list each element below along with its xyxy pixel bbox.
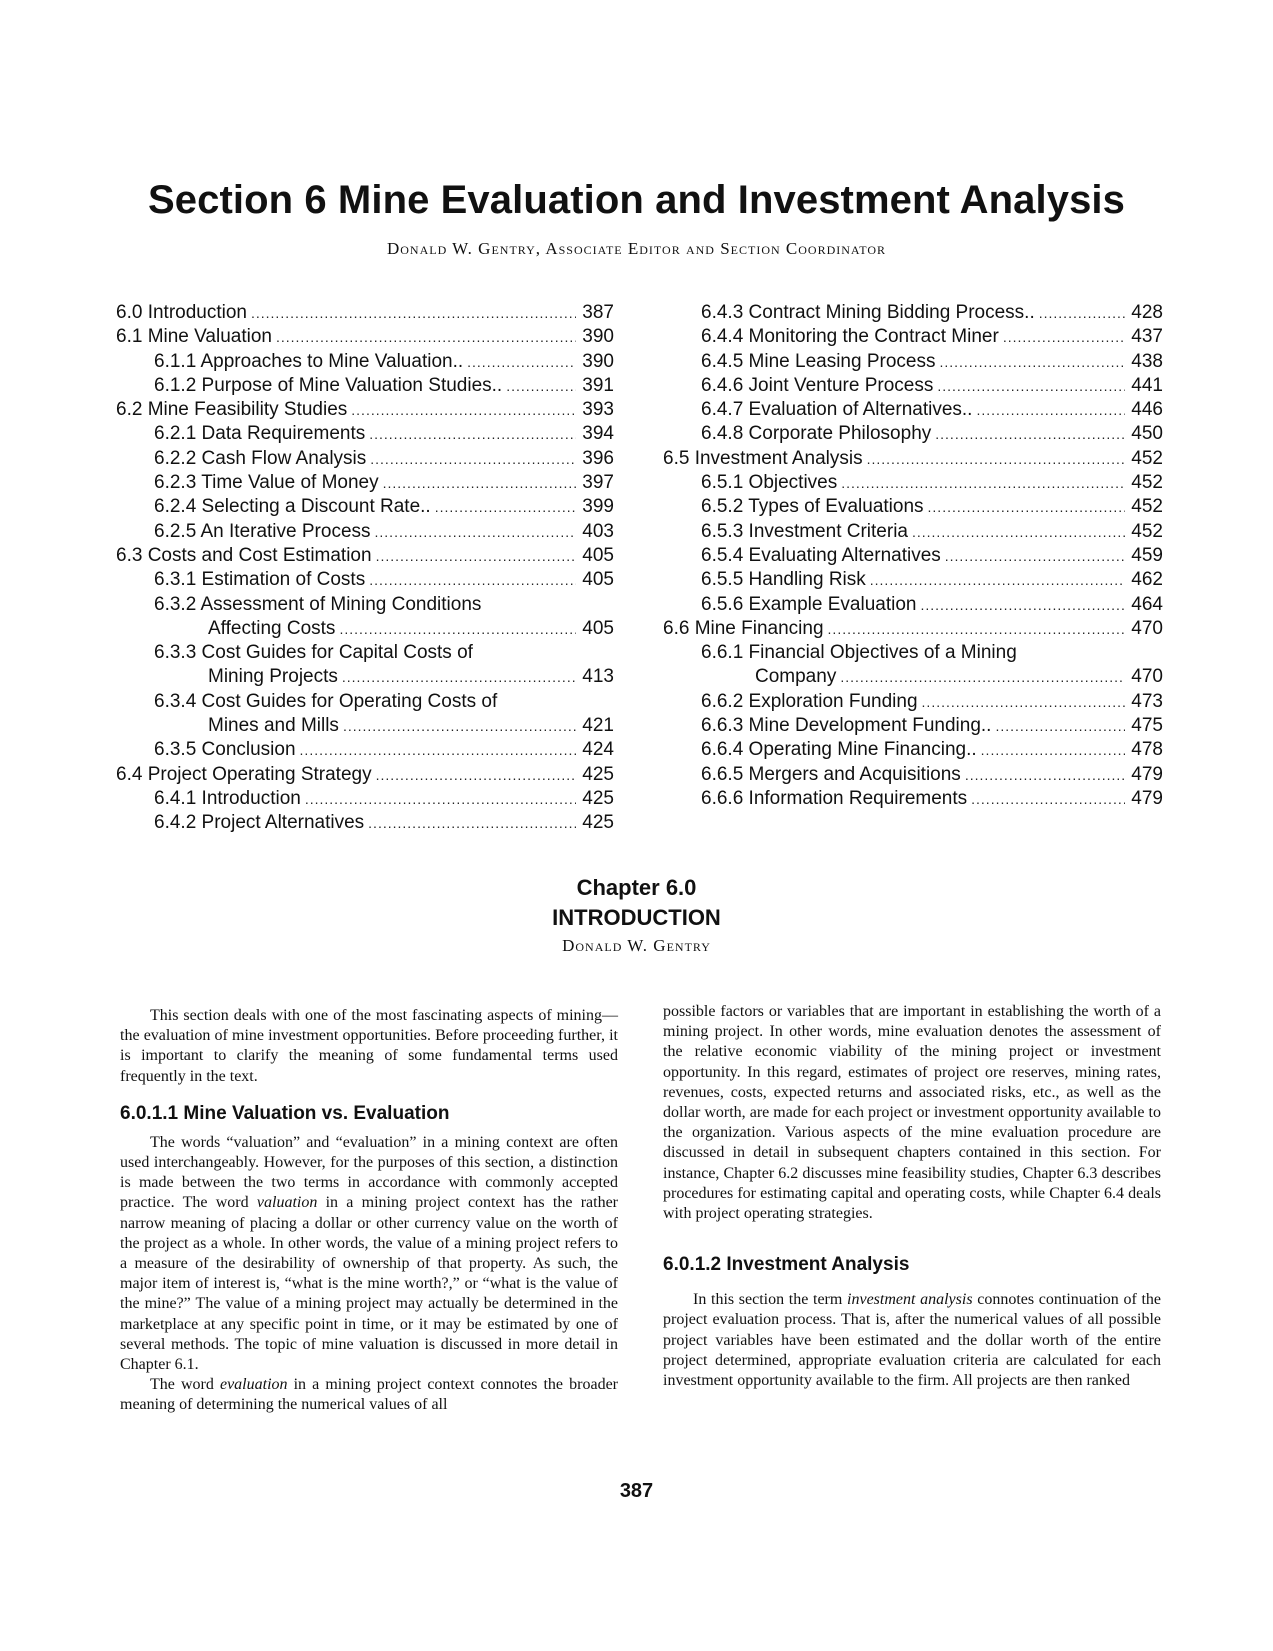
toc-leader-dots	[976, 398, 1125, 422]
text-run: In this section the term	[693, 1291, 848, 1309]
toc-leader-dots	[1039, 301, 1125, 325]
toc-leader-dots	[867, 447, 1125, 471]
toc-entry-label: Mines and Mills	[208, 715, 339, 737]
toc-entry-label: 6.4.8 Corporate Philosophy	[701, 423, 932, 445]
toc-entry	[663, 763, 1163, 787]
toc-entry-page: 441	[1131, 374, 1163, 396]
toc-entry-label: 6.4 Project Operating Strategy	[116, 763, 372, 785]
toc-entry	[116, 617, 614, 641]
toc-entry	[663, 301, 1163, 325]
toc-leader-dots	[369, 568, 576, 592]
toc-entry-label: 6.2.3 Time Value of Money	[154, 472, 379, 494]
toc-leader-dots	[376, 763, 576, 787]
toc-entry	[116, 690, 614, 714]
toc-entry-page: 390	[582, 326, 614, 348]
text-run: The words “valuation” and “evaluation” in a mining context are often used interchangeably. However, for the purposes of this section, a distinction is made between the two terms in accordance with commonly accepted practice. The word	[120, 1133, 618, 1212]
toc-entry-label: 6.3.2 Assessment of Mining Conditions	[154, 593, 482, 615]
toc-leader-dots	[981, 738, 1125, 762]
toc-entry	[663, 641, 1163, 665]
toc-entry-label: Affecting Costs	[208, 617, 336, 639]
toc-entry	[116, 665, 614, 689]
toc-leader-dots	[939, 350, 1125, 374]
toc-entry	[663, 398, 1163, 422]
toc-entry-page: 397	[582, 472, 614, 494]
toc-entry-label: 6.4.7 Evaluation of Alternatives..	[701, 399, 973, 421]
toc-entry	[116, 398, 614, 422]
body-left-column	[120, 1006, 618, 1416]
toc-leader-dots	[828, 617, 1125, 641]
text-run: in a mining project context has the rather narrow meaning of placing a dollar or other currency value on the worth of the project as a whole. In other words, the value of a mining project refers to a measure of the desirability of ownership of that property. As such, the major item of interest is, “what is the mine worth?,” or “what is the value of the mine?” The value of a mining project may actually be determined in the marketplace at any specific point in time, or it may be estimated by one of several methods. The topic of mine valuation is discussed in more detail in Chapter 6.1.	[120, 1194, 619, 1374]
toc-entry-page: 459	[1131, 544, 1163, 566]
toc-entry-page: 424	[582, 739, 614, 761]
toc-leader-dots	[995, 714, 1125, 738]
toc-leader-dots	[435, 495, 576, 519]
toc-entry	[663, 495, 1163, 519]
toc-entry-page: 470	[1131, 666, 1163, 688]
toc-entry-label: 6.5.2 Types of Evaluations	[701, 496, 924, 518]
toc-entry-label: 6.6.5 Mergers and Acquisitions	[701, 763, 961, 785]
toc-entry-page: 394	[582, 423, 614, 445]
toc-leader-dots	[305, 787, 576, 811]
toc-entry-page: 428	[1131, 302, 1163, 323]
toc-entry	[663, 738, 1163, 762]
toc-leader-dots	[467, 350, 576, 374]
toc-entry-label: Company	[755, 666, 837, 688]
toc-entry-page: 393	[582, 399, 614, 421]
toc-entry-label: 6.3.3 Cost Guides for Capital Costs of	[154, 642, 473, 664]
toc-entry	[116, 568, 614, 592]
chapter-number: Chapter 6.0	[576, 875, 697, 900]
toc-entry-label: 6.6.3 Mine Development Funding..	[701, 715, 992, 737]
toc-leader-dots	[945, 544, 1125, 568]
toc-entry	[116, 495, 614, 519]
toc-entry-page: 479	[1131, 787, 1163, 809]
emphasis-evaluation: evaluation	[219, 1376, 288, 1394]
toc-entry-page: 413	[582, 666, 614, 688]
toc-entry-label: 6.6.2 Exploration Funding	[701, 690, 918, 712]
toc-entry-label: 6.5.3 Investment Criteria	[701, 520, 908, 542]
toc-entry-page: 390	[582, 350, 614, 372]
toc-leader-dots	[383, 471, 576, 495]
toc-leader-dots	[342, 665, 576, 689]
toc-leader-dots	[1003, 325, 1125, 349]
toc-entry	[116, 447, 614, 471]
toc-leader-dots	[376, 544, 576, 568]
toc-entry-label: 6.3 Costs and Cost Estimation	[116, 544, 372, 566]
toc-entry-label: 6.3.5 Conclusion	[154, 739, 296, 761]
toc-entry-page: 425	[582, 812, 614, 834]
evaluation-paragraph	[120, 1375, 618, 1415]
toc-leader-dots	[922, 690, 1125, 714]
emphasis-valuation: valuation	[256, 1194, 318, 1212]
toc-leader-dots	[912, 520, 1125, 544]
toc-entry-page: 438	[1131, 350, 1163, 372]
toc-entry-page: 452	[1131, 472, 1163, 494]
toc-leader-dots	[369, 422, 576, 446]
emphasis-investment-analysis: investment analysis	[847, 1291, 973, 1309]
toc-entry	[663, 350, 1163, 374]
toc-entry	[116, 520, 614, 544]
toc-leader-dots	[506, 374, 576, 398]
toc-leader-dots	[368, 811, 576, 835]
toc-entry-label: 6.4.1 Introduction	[154, 787, 301, 809]
toc-entry	[663, 690, 1163, 714]
toc-entry-label: 6.4.2 Project Alternatives	[154, 812, 365, 834]
toc-entry	[663, 471, 1163, 495]
toc-entry-label: 6.4.3 Contract Mining Bidding Process..	[701, 302, 1035, 323]
toc-entry	[116, 641, 614, 665]
toc-entry-page: 387	[582, 302, 614, 323]
toc-entry-label: 6.1.2 Purpose of Mine Valuation Studies..	[154, 374, 503, 396]
toc-entry-label: 6.4.5 Mine Leasing Process	[701, 350, 936, 372]
toc-entry-page: 479	[1131, 763, 1163, 785]
toc-entry	[116, 471, 614, 495]
chapter-author: Donald W. Gentry	[562, 936, 711, 955]
toc-entry-page: 470	[1131, 617, 1163, 639]
toc-leader-dots	[351, 398, 576, 422]
toc-entry	[663, 325, 1163, 349]
toc-entry-page: 475	[1131, 715, 1163, 737]
toc-entry	[116, 763, 614, 787]
toc-entry-page: 405	[582, 544, 614, 566]
toc-entry-page: 478	[1131, 739, 1163, 761]
toc-entry-label: 6.2.5 An Iterative Process	[154, 520, 371, 542]
toc-entry-page: 446	[1131, 399, 1163, 421]
toc-entry-label: 6.0 Introduction	[116, 302, 247, 323]
toc-entry	[663, 374, 1163, 398]
toc-entry-label: Mining Projects	[208, 666, 338, 688]
toc-entry-label: 6.6 Mine Financing	[663, 617, 824, 639]
text-run: in a mining project context connotes the broader meaning of determining the numerical values of all	[120, 1376, 618, 1414]
toc-right-column	[663, 301, 1163, 811]
toc-entry-label: 6.6.1 Financial Objectives of a Mining	[701, 642, 1017, 664]
toc-entry	[663, 422, 1163, 446]
section-title: Section 6 Mine Evaluation and Investment Analysis	[147, 178, 1125, 222]
toc-entry-page: 396	[582, 447, 614, 469]
toc-leader-dots	[841, 471, 1125, 495]
toc-entry-label: 6.3.4 Cost Guides for Operating Costs of	[154, 690, 498, 712]
toc-entry-label: 6.4.4 Monitoring the Contract Miner	[701, 326, 999, 348]
toc-leader-dots	[935, 422, 1125, 446]
toc-entry-label: 6.5 Investment Analysis	[663, 447, 863, 469]
toc-entry	[116, 811, 614, 835]
toc-entry	[663, 447, 1163, 471]
toc-entry	[663, 568, 1163, 592]
toc-entry-page: 462	[1131, 569, 1163, 591]
toc-leader-dots	[251, 301, 576, 325]
toc-entry-label: 6.5.5 Handling Risk	[701, 569, 866, 591]
toc-entry	[116, 593, 614, 617]
toc-entry	[663, 787, 1163, 811]
text-run: The word	[150, 1376, 220, 1394]
toc-leader-dots	[928, 495, 1125, 519]
toc-leader-dots	[870, 568, 1125, 592]
toc-entry	[116, 301, 614, 325]
toc-leader-dots	[971, 787, 1125, 811]
toc-entry-label: 6.2 Mine Feasibility Studies	[116, 399, 348, 421]
text-run: connotes continuation of the project evaluation process. That is, after the numerical values of all possible project variables have been estimated and the dollar worth of the entire project determined, appropriate evaluation criteria are calculated for each investment opportunity available to the firm. All projects are then ranked	[663, 1291, 1161, 1390]
toc-entry-label: 6.4.6 Joint Venture Process	[701, 374, 934, 396]
chapter-heading	[0, 873, 1273, 959]
toc-entry-page: 452	[1131, 496, 1163, 518]
page-number: 387	[619, 1480, 654, 1502]
toc-leader-dots	[339, 617, 576, 641]
toc-entry-label: 6.2.2 Cash Flow Analysis	[154, 447, 367, 469]
toc-entry	[116, 787, 614, 811]
toc-entry	[116, 325, 614, 349]
toc-entry-page: 452	[1131, 520, 1163, 542]
toc-entry-page: 403	[582, 520, 614, 542]
toc-leader-dots	[965, 763, 1125, 787]
toc-entry-page: 425	[582, 763, 614, 785]
toc-entry-label: 6.1 Mine Valuation	[116, 326, 272, 348]
toc-entry-page: 399	[582, 496, 614, 518]
toc-entry-label: 6.6.6 Information Requirements	[701, 787, 968, 809]
toc-entry	[663, 544, 1163, 568]
toc-entry	[663, 520, 1163, 544]
toc-entry-page: 421	[582, 715, 614, 737]
subsection-heading-investment: 6.0.1.2 Investment Analysis	[663, 1254, 910, 1276]
toc-leader-dots	[276, 325, 576, 349]
toc-entry-page: 450	[1131, 423, 1163, 445]
toc-entry-label: 6.5.6 Example Evaluation	[701, 593, 917, 615]
toc-entry-page: 405	[582, 617, 614, 639]
valuation-paragraph	[120, 1133, 618, 1375]
toc-entry-page: 473	[1131, 690, 1163, 712]
section-byline: Donald W. Gentry, Associate Editor and Section Coordinator	[386, 239, 887, 258]
toc-entry	[116, 350, 614, 374]
toc-entry	[116, 422, 614, 446]
body-right-column	[663, 1002, 1161, 1391]
toc-entry	[663, 617, 1163, 641]
toc-entry-page: 405	[582, 569, 614, 591]
investment-paragraph	[663, 1290, 1161, 1391]
toc-leader-dots	[937, 374, 1125, 398]
intro-paragraph: This section deals with one of the most fascinating aspects of mining—the evaluation of mine investment opportunities. Before proceeding further, it is important to clarify the meaning of some fundamental terms used frequently in the text.	[120, 1007, 618, 1085]
toc-entry-label: 6.5.1 Objectives	[701, 472, 838, 494]
toc-entry-label: 6.5.4 Evaluating Alternatives	[701, 544, 941, 566]
toc-entry	[116, 714, 614, 738]
toc-leader-dots	[370, 447, 576, 471]
subsection-heading-valuation: 6.0.1.1 Mine Valuation vs. Evaluation	[120, 1102, 450, 1124]
toc-leader-dots	[343, 714, 576, 738]
toc-entry-label: 6.6.4 Operating Mine Financing..	[701, 739, 977, 761]
toc-entry-page: 464	[1131, 593, 1163, 615]
toc-entry-label: 6.2.4 Selecting a Discount Rate..	[154, 496, 431, 518]
toc-entry	[116, 544, 614, 568]
toc-entry-page: 391	[582, 374, 614, 396]
toc-entry-page: 452	[1131, 447, 1163, 469]
toc-leader-dots	[300, 738, 576, 762]
toc-entry-page: 425	[582, 787, 614, 809]
toc-left-column	[116, 301, 614, 836]
toc-entry	[116, 738, 614, 762]
toc-entry-page: 437	[1131, 326, 1163, 348]
toc-leader-dots	[375, 520, 576, 544]
toc-leader-dots	[840, 665, 1125, 689]
toc-entry	[663, 665, 1163, 689]
toc-entry	[663, 593, 1163, 617]
toc-entry	[116, 374, 614, 398]
toc-entry	[663, 714, 1163, 738]
toc-entry-label: 6.1.1 Approaches to Mine Valuation..	[154, 350, 464, 372]
toc-entry-label: 6.3.1 Estimation of Costs	[154, 569, 366, 591]
chapter-name: INTRODUCTION	[552, 905, 721, 930]
toc-leader-dots	[920, 593, 1125, 617]
toc-entry-label: 6.2.1 Data Requirements	[154, 423, 366, 445]
evaluation-paragraph-continued: possible factors or variables that are important in establishing the worth of a mining project. In other words, mine evaluation denotes the assessment of the relative economic viability of the mining project or investment opportunity. In this regard, estimates of project ore reserves, mining rates, revenues, costs, expected returns and associated risks, etc., as well as the dollar worth, are made for each project or investment opportunity available to the organization. Various aspects of the mine evaluation procedure are discussed in detail in subsequent chapters contained in this section. For instance, Chapter 6.2 discusses mine feasibility studies, Chapter 6.3 describes procedures for estimating capital and operating costs, while Chapter 6.4 deals with project operating strategies.	[663, 1003, 1161, 1223]
